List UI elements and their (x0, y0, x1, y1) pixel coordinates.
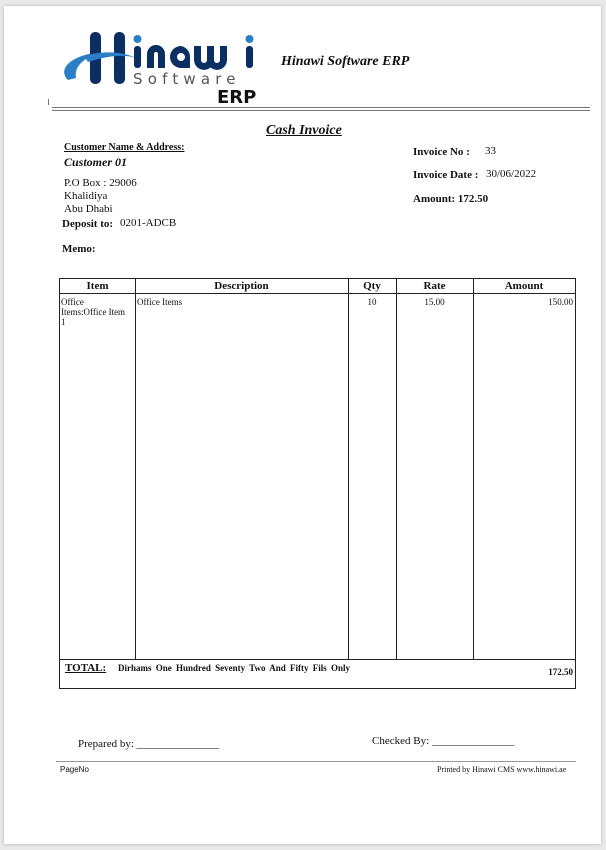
item-line-1: Office (61, 297, 84, 307)
amount-cell: 150.00 (548, 297, 573, 307)
logo-subtitle: Software (133, 70, 241, 88)
col-divider (135, 279, 136, 659)
customer-name: Customer 01 (64, 155, 128, 169)
footer-rule (56, 761, 576, 762)
address-line-2: Khalidiya (64, 190, 108, 202)
address-line-3: Abu Dhabi (64, 203, 113, 215)
item-cell (61, 297, 135, 327)
header-rule-2 (52, 110, 590, 111)
col-header-amount: Amount (504, 280, 544, 292)
total-in-words: Dirhams One Hundred Seventy Two And Fifty Fils Only (118, 663, 351, 673)
prepared-by: Prepared by: _______________ (78, 738, 220, 750)
total-label: TOTAL: (65, 662, 107, 674)
memo-label: Memo: (62, 243, 96, 255)
customer-label: Customer Name & Address: (64, 142, 185, 153)
col-header-rate: Rate (423, 280, 446, 292)
invoice-title: Cash Invoice (266, 123, 342, 138)
margin-mark (48, 99, 49, 105)
header-rule-1 (52, 107, 590, 108)
rate-cell: 15.00 (424, 297, 445, 307)
invoice-no-label: Invoice No : (413, 146, 470, 158)
header-divider (60, 293, 575, 294)
invoice-no-value: 33 (485, 145, 496, 157)
printed-by: Printed by Hinawi CMS www.hinawi.ae (437, 765, 567, 774)
item-line-2: Items:Office Item (61, 307, 126, 317)
col-header-description: Description (214, 280, 269, 292)
col-header-item: Item (86, 280, 109, 292)
line-items-table (59, 278, 576, 689)
logo-product: ERP (217, 87, 257, 108)
invoice-page (4, 6, 601, 844)
total-divider (60, 659, 575, 660)
page-number: PageNo (60, 765, 89, 774)
total-value: 172.50 (548, 667, 573, 677)
checked-by: Checked By: _______________ (372, 735, 515, 747)
description-cell: Office Items (137, 297, 183, 307)
item-line-3: 1 (61, 317, 66, 327)
invoice-date-label: Invoice Date : (413, 169, 479, 181)
company-name: Hinawi Software ERP (281, 54, 410, 69)
invoice-date-value: 30/06/2022 (486, 168, 537, 180)
amount-summary: Amount: 172.50 (413, 193, 489, 205)
col-header-qty: Qty (363, 280, 381, 292)
col-divider (473, 279, 474, 659)
col-divider (396, 279, 397, 659)
deposit-value: 0201-ADCB (120, 217, 177, 229)
deposit-label: Deposit to: (62, 218, 114, 230)
qty-cell: 10 (367, 297, 377, 307)
col-divider (348, 279, 349, 659)
address-line-1: P.O Box : 29006 (64, 177, 137, 189)
